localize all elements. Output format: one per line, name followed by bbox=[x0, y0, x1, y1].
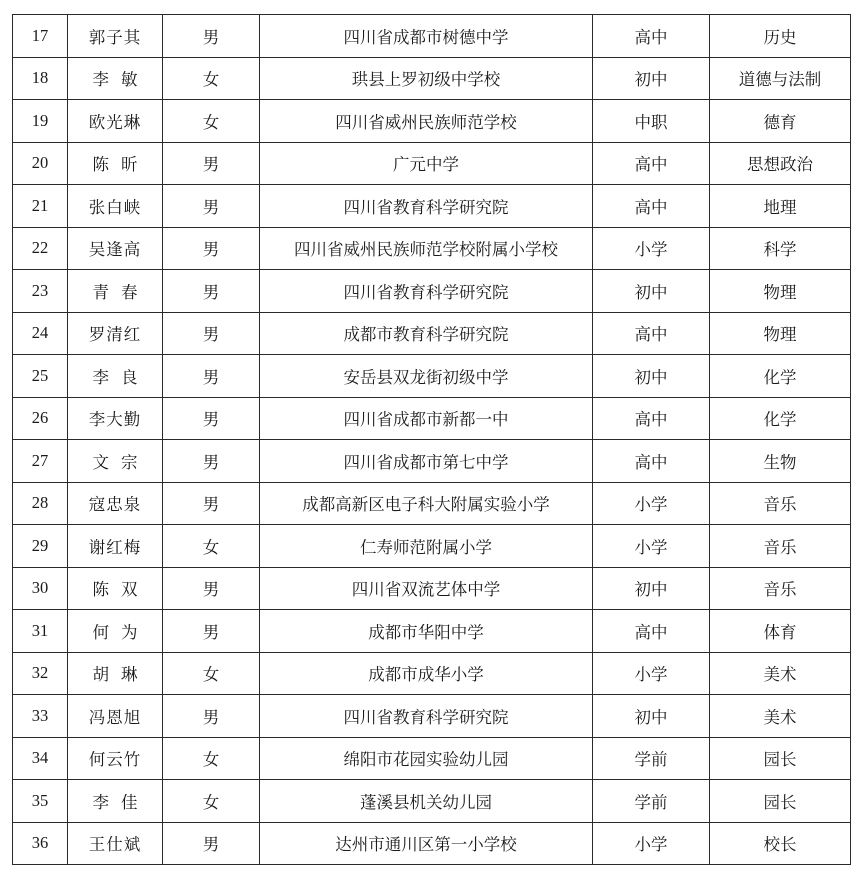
name-cell: 何云竹 bbox=[68, 737, 163, 780]
row-number-cell: 25 bbox=[13, 355, 68, 398]
subject-cell: 化学 bbox=[710, 397, 851, 440]
workplace-cell: 四川省成都市第七中学 bbox=[260, 440, 593, 483]
subject-cell: 园长 bbox=[710, 737, 851, 780]
school-level-cell: 小学 bbox=[593, 227, 710, 270]
table-row bbox=[13, 57, 851, 100]
table-row bbox=[13, 185, 851, 228]
school-level-cell: 高中 bbox=[593, 610, 710, 653]
workplace-cell: 四川省成都市新都一中 bbox=[260, 397, 593, 440]
workplace-cell: 绵阳市花园实验幼儿园 bbox=[260, 737, 593, 780]
school-level-cell: 高中 bbox=[593, 440, 710, 483]
name-cell: 陈昕 bbox=[68, 142, 163, 185]
school-level-cell: 小学 bbox=[593, 482, 710, 525]
workplace-cell: 安岳县双龙街初级中学 bbox=[260, 355, 593, 398]
gender-cell: 男 bbox=[163, 822, 260, 865]
school-level-cell: 小学 bbox=[593, 525, 710, 568]
name-cell: 吴逢高 bbox=[68, 227, 163, 270]
school-level-cell: 初中 bbox=[593, 355, 710, 398]
table-row bbox=[13, 312, 851, 355]
subject-cell: 美术 bbox=[710, 695, 851, 738]
table-row bbox=[13, 100, 851, 143]
workplace-cell: 四川省教育科学研究院 bbox=[260, 270, 593, 313]
row-number-cell: 18 bbox=[13, 57, 68, 100]
gender-cell: 男 bbox=[163, 610, 260, 653]
name-cell: 李大勤 bbox=[68, 397, 163, 440]
row-number-cell: 34 bbox=[13, 737, 68, 780]
school-level-cell: 初中 bbox=[593, 57, 710, 100]
workplace-cell: 四川省威州民族师范学校 bbox=[260, 100, 593, 143]
subject-cell: 校长 bbox=[710, 822, 851, 865]
school-level-cell: 初中 bbox=[593, 567, 710, 610]
name-cell: 王仕斌 bbox=[68, 822, 163, 865]
workplace-cell: 四川省双流艺体中学 bbox=[260, 567, 593, 610]
name-cell: 何为 bbox=[68, 610, 163, 653]
name-cell: 李佳 bbox=[68, 780, 163, 823]
gender-cell: 男 bbox=[163, 227, 260, 270]
table-row bbox=[13, 15, 851, 58]
name-cell: 谢红梅 bbox=[68, 525, 163, 568]
gender-cell: 男 bbox=[163, 567, 260, 610]
workplace-cell: 仁寿师范附属小学 bbox=[260, 525, 593, 568]
name-cell: 陈双 bbox=[68, 567, 163, 610]
table-row bbox=[13, 567, 851, 610]
workplace-cell: 达州市通川区第一小学校 bbox=[260, 822, 593, 865]
workplace-cell: 四川省成都市树德中学 bbox=[260, 15, 593, 58]
row-number-cell: 30 bbox=[13, 567, 68, 610]
row-number-cell: 32 bbox=[13, 652, 68, 695]
workplace-cell: 蓬溪县机关幼儿园 bbox=[260, 780, 593, 823]
row-number-cell: 21 bbox=[13, 185, 68, 228]
table-row bbox=[13, 355, 851, 398]
workplace-cell: 四川省威州民族师范学校附属小学校 bbox=[260, 227, 593, 270]
row-number-cell: 20 bbox=[13, 142, 68, 185]
gender-cell: 男 bbox=[163, 482, 260, 525]
subject-cell: 化学 bbox=[710, 355, 851, 398]
gender-cell: 女 bbox=[163, 652, 260, 695]
row-number-cell: 31 bbox=[13, 610, 68, 653]
table-row bbox=[13, 780, 851, 823]
gender-cell: 男 bbox=[163, 397, 260, 440]
subject-cell: 历史 bbox=[710, 15, 851, 58]
table-row bbox=[13, 695, 851, 738]
school-level-cell: 初中 bbox=[593, 270, 710, 313]
school-level-cell: 学前 bbox=[593, 780, 710, 823]
workplace-cell: 四川省教育科学研究院 bbox=[260, 185, 593, 228]
gender-cell: 男 bbox=[163, 440, 260, 483]
gender-cell: 男 bbox=[163, 15, 260, 58]
name-cell: 张白峡 bbox=[68, 185, 163, 228]
table-row bbox=[13, 610, 851, 653]
roster-table bbox=[12, 14, 851, 865]
row-number-cell: 24 bbox=[13, 312, 68, 355]
subject-cell: 音乐 bbox=[710, 567, 851, 610]
subject-cell: 美术 bbox=[710, 652, 851, 695]
school-level-cell: 高中 bbox=[593, 397, 710, 440]
subject-cell: 音乐 bbox=[710, 525, 851, 568]
subject-cell: 体育 bbox=[710, 610, 851, 653]
table-row bbox=[13, 270, 851, 313]
workplace-cell: 四川省教育科学研究院 bbox=[260, 695, 593, 738]
gender-cell: 女 bbox=[163, 780, 260, 823]
school-level-cell: 小学 bbox=[593, 822, 710, 865]
row-number-cell: 19 bbox=[13, 100, 68, 143]
row-number-cell: 33 bbox=[13, 695, 68, 738]
school-level-cell: 高中 bbox=[593, 142, 710, 185]
gender-cell: 女 bbox=[163, 737, 260, 780]
roster-table-body bbox=[13, 15, 851, 865]
subject-cell: 地理 bbox=[710, 185, 851, 228]
row-number-cell: 35 bbox=[13, 780, 68, 823]
table-row bbox=[13, 737, 851, 780]
name-cell: 李敏 bbox=[68, 57, 163, 100]
name-cell: 罗清红 bbox=[68, 312, 163, 355]
gender-cell: 女 bbox=[163, 525, 260, 568]
school-level-cell: 高中 bbox=[593, 312, 710, 355]
table-row bbox=[13, 525, 851, 568]
row-number-cell: 27 bbox=[13, 440, 68, 483]
name-cell: 寇忠泉 bbox=[68, 482, 163, 525]
workplace-cell: 成都市华阳中学 bbox=[260, 610, 593, 653]
subject-cell: 科学 bbox=[710, 227, 851, 270]
table-row bbox=[13, 227, 851, 270]
row-number-cell: 23 bbox=[13, 270, 68, 313]
subject-cell: 园长 bbox=[710, 780, 851, 823]
subject-cell: 物理 bbox=[710, 312, 851, 355]
row-number-cell: 17 bbox=[13, 15, 68, 58]
subject-cell: 生物 bbox=[710, 440, 851, 483]
row-number-cell: 28 bbox=[13, 482, 68, 525]
subject-cell: 德育 bbox=[710, 100, 851, 143]
row-number-cell: 29 bbox=[13, 525, 68, 568]
gender-cell: 女 bbox=[163, 100, 260, 143]
name-cell: 青春 bbox=[68, 270, 163, 313]
table-row bbox=[13, 822, 851, 865]
school-level-cell: 高中 bbox=[593, 15, 710, 58]
gender-cell: 男 bbox=[163, 270, 260, 313]
workplace-cell: 珙县上罗初级中学校 bbox=[260, 57, 593, 100]
workplace-cell: 成都高新区电子科大附属实验小学 bbox=[260, 482, 593, 525]
table-row bbox=[13, 440, 851, 483]
workplace-cell: 广元中学 bbox=[260, 142, 593, 185]
school-level-cell: 中职 bbox=[593, 100, 710, 143]
workplace-cell: 成都市教育科学研究院 bbox=[260, 312, 593, 355]
school-level-cell: 小学 bbox=[593, 652, 710, 695]
subject-cell: 物理 bbox=[710, 270, 851, 313]
name-cell: 李良 bbox=[68, 355, 163, 398]
subject-cell: 道德与法制 bbox=[710, 57, 851, 100]
table-row bbox=[13, 397, 851, 440]
workplace-cell: 成都市成华小学 bbox=[260, 652, 593, 695]
gender-cell: 男 bbox=[163, 695, 260, 738]
name-cell: 欧光琳 bbox=[68, 100, 163, 143]
name-cell: 冯恩旭 bbox=[68, 695, 163, 738]
name-cell: 文宗 bbox=[68, 440, 163, 483]
row-number-cell: 36 bbox=[13, 822, 68, 865]
gender-cell: 男 bbox=[163, 355, 260, 398]
gender-cell: 男 bbox=[163, 312, 260, 355]
table-row bbox=[13, 652, 851, 695]
table-row bbox=[13, 482, 851, 525]
gender-cell: 女 bbox=[163, 57, 260, 100]
gender-cell: 男 bbox=[163, 142, 260, 185]
table-row bbox=[13, 142, 851, 185]
name-cell: 郭子其 bbox=[68, 15, 163, 58]
school-level-cell: 高中 bbox=[593, 185, 710, 228]
row-number-cell: 26 bbox=[13, 397, 68, 440]
name-cell: 胡琳 bbox=[68, 652, 163, 695]
school-level-cell: 初中 bbox=[593, 695, 710, 738]
subject-cell: 思想政治 bbox=[710, 142, 851, 185]
gender-cell: 男 bbox=[163, 185, 260, 228]
school-level-cell: 学前 bbox=[593, 737, 710, 780]
row-number-cell: 22 bbox=[13, 227, 68, 270]
subject-cell: 音乐 bbox=[710, 482, 851, 525]
